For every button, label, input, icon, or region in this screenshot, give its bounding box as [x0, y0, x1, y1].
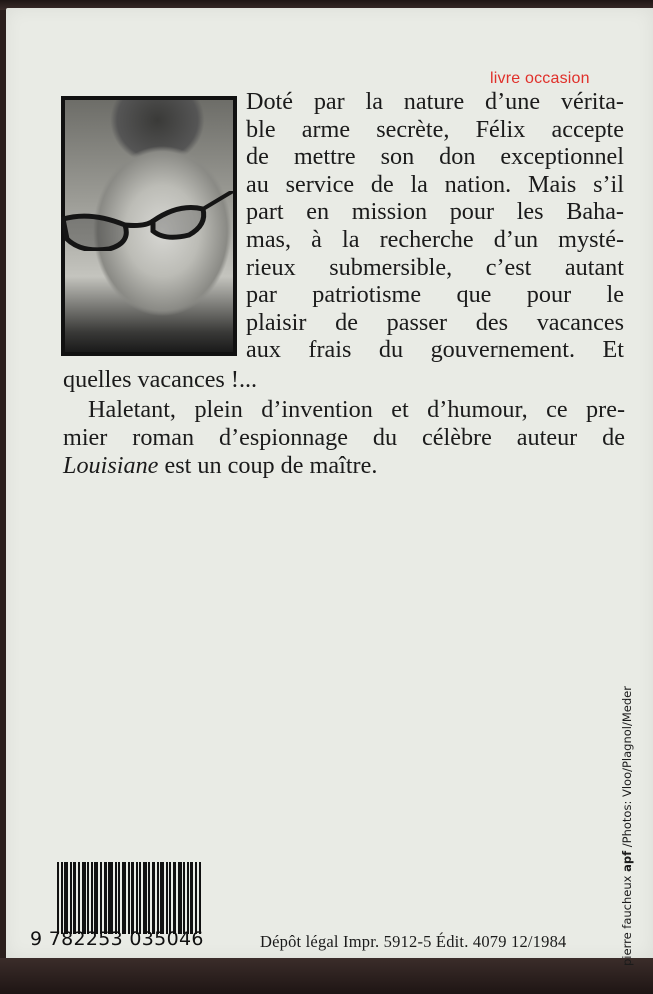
- seller-stamp: livre occasion: [490, 70, 590, 87]
- blurb-line: rieux submersible, c’est autant: [246, 253, 624, 281]
- blurb-continuation: quelles vacances !...: [63, 366, 258, 393]
- designer-credit: pierre faucheux: [620, 871, 634, 966]
- book-title-louisiane: Louisiane: [63, 452, 159, 479]
- blurb-line-last: [63, 452, 625, 480]
- blurb-line: par patriotisme que pour le: [246, 281, 624, 309]
- blurb-paragraph-1: [246, 88, 624, 364]
- studio-logo: apf: [620, 850, 634, 872]
- isbn-number: 9 782253 035046: [30, 928, 204, 950]
- blurb-line: plaisir de passer des vacances: [246, 308, 624, 336]
- blurb-line: mas, à la recherche d’un mysté-: [246, 225, 624, 253]
- blurb-line-end: est un coup de maître.: [158, 452, 378, 479]
- blurb-line: Haletant, plein d’invention et d’humour, ce pre-: [88, 396, 625, 423]
- barcode: [57, 862, 221, 938]
- bottom-edge: [0, 958, 653, 994]
- depot-legal: Dépôt légal Impr. 5912-5 Édit. 4079 12/1984: [260, 932, 567, 951]
- design-photo-credit: [620, 686, 634, 966]
- blurb-line: mier roman d’espionnage du célèbre auteur de: [63, 424, 625, 451]
- blurb-line: au service de la nation. Mais s’il: [246, 170, 624, 198]
- blurb-line: aux frais du gouvernement. Et: [246, 336, 624, 364]
- photo-credit: /Photos: Vloo/Plagnol/Meder: [620, 686, 634, 851]
- blurb-line: Doté par la nature d’une vérita-: [246, 88, 624, 115]
- blurb-paragraph-2: [63, 396, 625, 480]
- glasses-icon: [61, 191, 237, 251]
- blurb-line: de mettre son don exceptionnel: [246, 143, 624, 171]
- blurb-line: ble arme secrète, Félix accepte: [246, 115, 624, 143]
- blurb-line: part en mission pour les Baha-: [246, 198, 624, 226]
- author-photo: [61, 96, 237, 356]
